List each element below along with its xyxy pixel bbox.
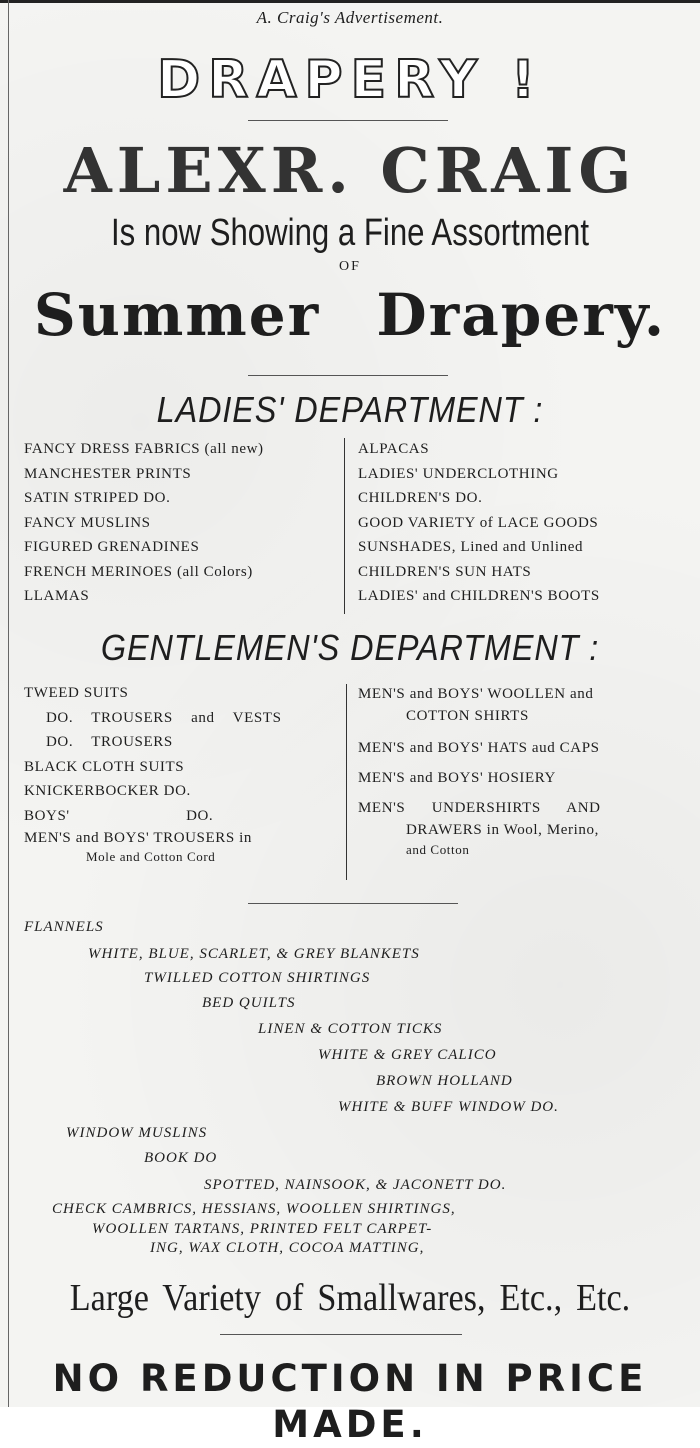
ladies-left-column xyxy=(24,437,264,609)
list-item: CHILDREN'S DO. xyxy=(358,490,483,506)
list-item: and Cotton xyxy=(406,842,470,857)
list-item: SATIN STRIPED DO. xyxy=(24,490,171,506)
goods-line: ING, WAX CLOTH, COCOA MATTING, xyxy=(150,1240,425,1256)
list-item: MANCHESTER PRINTS xyxy=(24,465,192,482)
list-item: FIGURED GRENADINES xyxy=(24,539,200,555)
list-item: FANCY DRESS FABRICS (all new) xyxy=(24,441,264,457)
of-line: OF xyxy=(339,259,361,274)
list-item: BOYS' DO. xyxy=(24,807,214,824)
goods-line: WHITE, BLUE, SCARLET, & GREY BLANKETS xyxy=(88,946,420,962)
goods-line: TWILLED COTTON SHIRTINGS xyxy=(144,970,371,986)
divider-rule xyxy=(220,1334,462,1335)
list-item: FRENCH MERINOES (all Colors) xyxy=(24,563,253,580)
goods-line: BROWN HOLLAND xyxy=(376,1073,513,1089)
list-item: TWEED SUITS xyxy=(24,685,129,701)
list-item: ALPACAS xyxy=(358,441,430,457)
list-item: LADIES' UNDERCLOTHING xyxy=(358,465,559,482)
list-item: DO. TROUSERS xyxy=(46,734,173,750)
merchant-name: ALEXR. CRAIG xyxy=(63,134,637,207)
goods-line: BED QUILTS xyxy=(202,995,296,1011)
column-divider xyxy=(346,684,347,880)
list-item: MEN'S and BOYS' WOOLLEN and xyxy=(358,686,594,702)
no-reduction-notice: NO REDUCTION IN PRICE MADE. xyxy=(52,1357,648,1446)
list-item: CHILDREN'S SUN HATS xyxy=(358,563,532,580)
list-item: GOOD VARIETY of LACE GOODS xyxy=(358,514,599,531)
drapery-heading: DRAPERY ! xyxy=(157,50,543,110)
gentlemen-left-column xyxy=(24,681,282,866)
goods-line: SPOTTED, NAINSOOK, & JACONETT DO. xyxy=(204,1177,507,1193)
summer-drapery-heading: Summer Drapery. xyxy=(33,281,667,349)
list-item: MEN'S and BOYS' HATS aud CAPS xyxy=(358,740,600,756)
goods-line: LINEN & COTTON TICKS xyxy=(258,1021,443,1037)
list-item: SUNSHADES, Lined and Unlined xyxy=(358,539,584,555)
ladies-right-column xyxy=(358,437,600,609)
list-item: MEN'S UNDERSHIRTS AND xyxy=(358,800,601,816)
list-item: MEN'S and BOYS' HOSIERY xyxy=(358,770,556,786)
list-item: LLAMAS xyxy=(24,588,90,604)
list-item: MEN'S and BOYS' TROUSERS in xyxy=(24,830,253,846)
list-item: LADIES' and CHILDREN'S BOOTS xyxy=(358,588,600,604)
goods-line: BOOK DO xyxy=(144,1150,218,1166)
gentlemen-right-column xyxy=(358,683,601,859)
ladies-department-title: LADIES' DEPARTMENT : xyxy=(156,389,544,430)
column-divider xyxy=(344,438,345,614)
divider-rule xyxy=(248,120,448,121)
list-item: Mole and Cotton Cord xyxy=(86,849,216,864)
list-item: KNICKERBOCKER DO. xyxy=(24,783,191,799)
showing-line: Is now Showing a Fine Assortment xyxy=(110,212,590,254)
goods-line: WINDOW MUSLINS xyxy=(66,1125,208,1141)
list-item: FANCY MUSLINS xyxy=(24,514,151,531)
left-margin-line xyxy=(8,0,9,1407)
divider-rule xyxy=(248,903,458,904)
goods-line: CHECK CAMBRICS, HESSIANS, WOOLLEN SHIRTINGS, xyxy=(52,1201,456,1217)
list-item: COTTON SHIRTS xyxy=(406,708,529,724)
gentlemen-department-title: GENTLEMEN'S DEPARTMENT : xyxy=(100,627,600,668)
goods-line: WOOLLEN TARTANS, PRINTED FELT CARPET- xyxy=(92,1221,433,1237)
goods-line: WHITE & BUFF WINDOW DO. xyxy=(338,1099,559,1115)
running-title: A. Craig's Advertisement. xyxy=(256,8,444,27)
list-item: BLACK CLOTH SUITS xyxy=(24,758,185,775)
goods-line: WHITE & GREY CALICO xyxy=(318,1047,497,1063)
divider-rule xyxy=(248,375,448,376)
goods-line: FLANNELS xyxy=(24,919,104,935)
list-item: DRAWERS in Wool, Merino, xyxy=(406,822,599,838)
list-item: DO. TROUSERS and VESTS xyxy=(46,709,282,726)
top-border xyxy=(0,0,700,3)
smallwares-line: Large Variety of Smallwares, Etc., Etc. xyxy=(69,1277,631,1319)
